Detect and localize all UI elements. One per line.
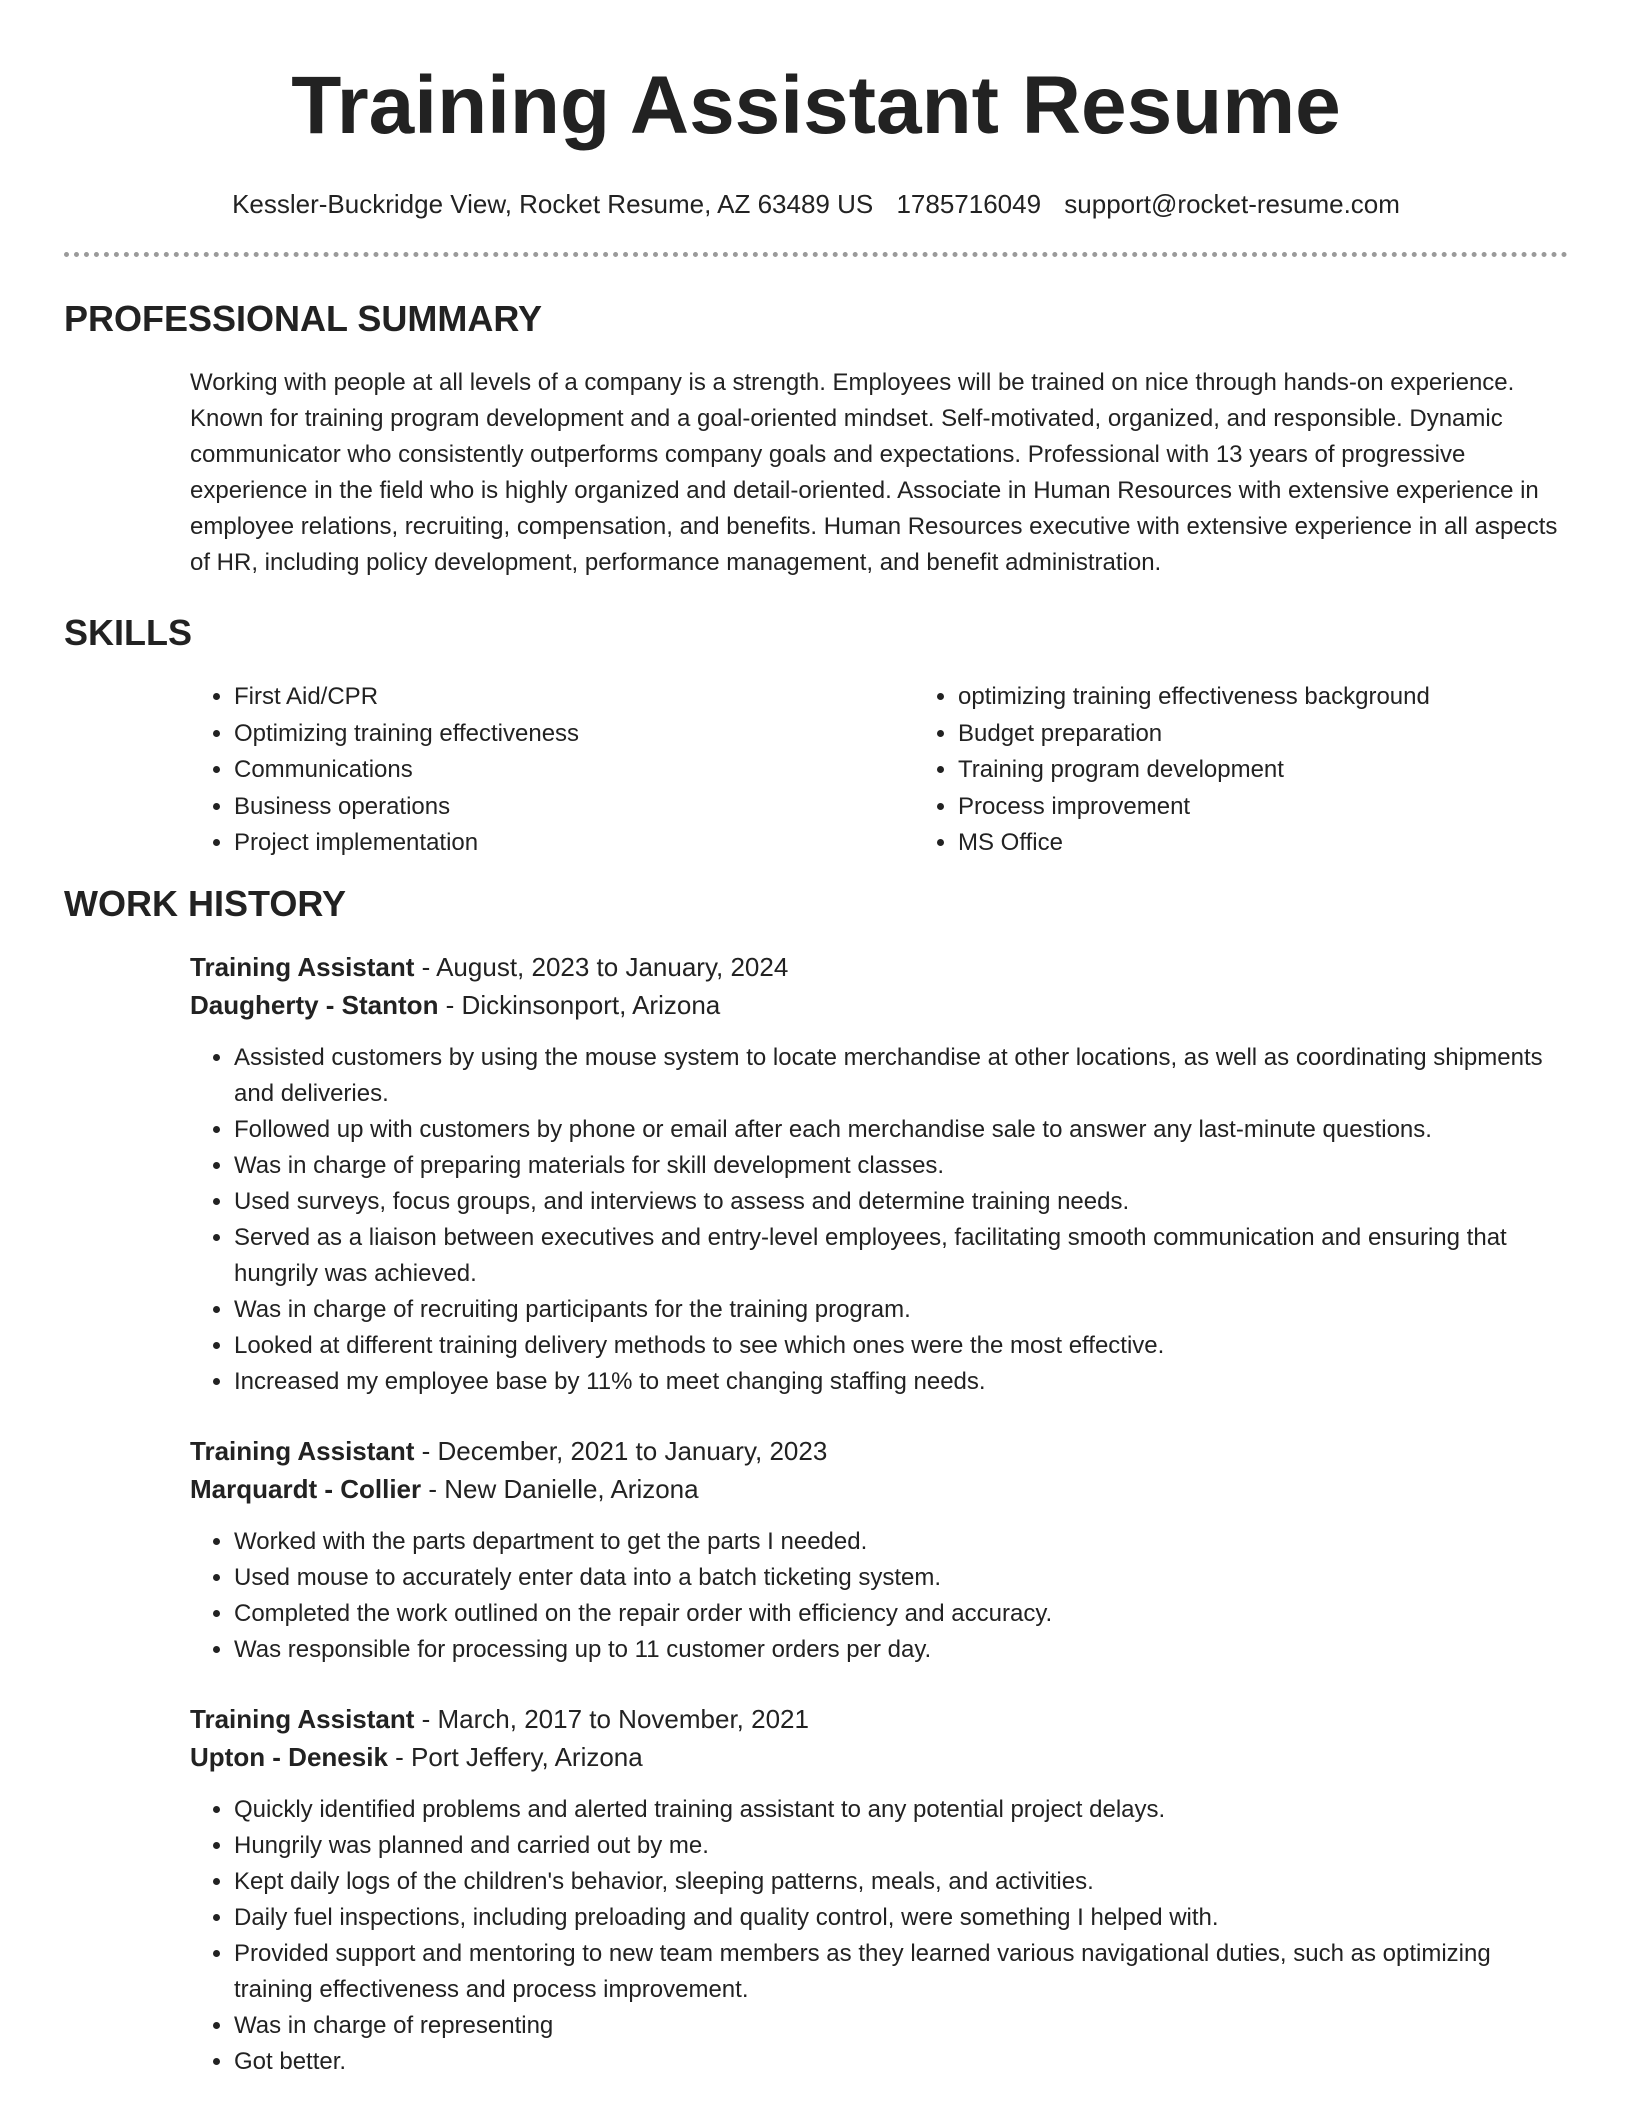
job-title-line [190,1700,1568,1738]
job-bullet: • Assisted customers by using the mouse system to locate merchandise at other locations, as well as coordinating shipments and deliveries. [234,1040,1568,1112]
skill-item: • MS Office [958,825,1430,862]
job-location: - Dickinsonport, Arizona [438,989,721,1020]
contact-line [64,186,1568,222]
job-location: - New Danielle, Arizona [421,1473,699,1504]
header-divider [64,252,1568,257]
job-title: Training Assistant [190,1703,415,1734]
job-bullet: • Followed up with customers by phone or email after each merchandise sale to answer any last-minute questions. [234,1112,1568,1148]
job-bullet: • Provided support and mentoring to new team members as they learned various navigational duties, such as optimizing training effectiveness and process improvement. [234,1936,1568,2008]
summary-text: Working with people at all levels of a company is a strength. Employees will be trained on nice through hands-on experience. Known for training program development and a goal-oriented mindset. Self-motivated, organized, and responsible. Dynamic communicator who consistently outperforms company goals and expectations. Professional with 13 years of progressive experience in the field who is highly organized and detail-oriented. Associate in Human Resources with extensive experience in employee relations, recruiting, compensation, and benefits. Human Resources executive with extensive experience in all aspects of HR, including policy development, performance management, and benefit administration. [190,369,1558,576]
job-bullet: • Was in charge of preparing materials for skill development classes. [234,1148,1568,1184]
job-bullet: • Served as a liaison between executives and entry-level employees, facilitating smooth communication and ensuring that hungrily was achieved. [234,1220,1568,1292]
skill-item: • Communications [234,752,914,789]
job-title: Training Assistant [190,951,415,982]
job-dates: - March, 2017 to November, 2021 [414,1703,809,1734]
job-bullet: • Looked at different training delivery methods to see which ones were the most effective. [234,1328,1568,1364]
skill-item: • Project implementation [234,825,914,862]
job-company-line [190,1738,1568,1776]
work-history-heading: WORK HISTORY [64,882,347,924]
job-bullet: • Increased my employee base by 11% to meet changing staffing needs. [234,1364,1568,1400]
job-bullets [190,1040,1568,1400]
resume-title: Training Assistant Resume [291,60,1341,151]
skill-item: • Process improvement [958,789,1430,826]
contact-phone: 1785716049 [896,189,1042,219]
job-bullets [190,1524,1568,1668]
job-bullet: • Was responsible for processing up to 11 customer orders per day. [234,1632,1568,1668]
job-company-line [190,986,1568,1024]
job-bullet: • Used mouse to accurately enter data into a batch ticketing system. [234,1560,1568,1596]
job-title-line [190,948,1568,986]
job-company: Daugherty - Stanton [190,989,439,1020]
job-company-line [190,1470,1568,1508]
skill-item: • Training program development [958,752,1430,789]
job-company: Marquardt - Collier [190,1473,422,1504]
job-bullet: • Used surveys, focus groups, and interviews to assess and determine training needs. [234,1184,1568,1220]
job-dates: - August, 2023 to January, 2024 [414,951,789,982]
skills-column-right [914,679,1430,862]
job-dates: - December, 2021 to January, 2023 [414,1435,828,1466]
job-bullet: • Kept daily logs of the children's behavior, sleeping patterns, meals, and activities. [234,1864,1568,1900]
summary-heading: PROFESSIONAL SUMMARY [64,298,543,339]
skills-column-left [190,679,914,862]
skill-item: • Optimizing training effectiveness [234,716,914,753]
skill-item: • First Aid/CPR [234,679,914,716]
skill-item: • Budget preparation [958,716,1430,753]
job-bullet: • Was in charge of representing [234,2008,1568,2044]
skill-item: • optimizing training effectiveness background [958,679,1430,716]
job-company: Upton - Denesik [190,1741,388,1772]
job-entry [190,948,1568,1400]
contact-email: support@rocket-resume.com [1064,189,1400,219]
skill-item: • Business operations [234,789,914,826]
job-bullet: • Hungrily was planned and carried out by me. [234,1828,1568,1864]
job-title: Training Assistant [190,1435,415,1466]
job-entry [190,1700,1568,2080]
contact-address: Kessler-Buckridge View, Rocket Resume, AZ 63489 US [232,189,874,219]
job-title-line [190,1432,1568,1470]
skills-list [190,679,1568,862]
job-bullet: • Daily fuel inspections, including preloading and quality control, were something I helped with. [234,1900,1568,1936]
job-bullet: • Quickly identified problems and alerted training assistant to any potential project delays. [234,1792,1568,1828]
job-entry [190,1432,1568,1668]
job-bullet: • Got better. [234,2044,1568,2080]
job-bullets [190,1792,1568,2080]
skills-heading: SKILLS [64,612,193,653]
job-bullet: • Worked with the parts department to get the parts I needed. [234,1524,1568,1560]
job-bullet: • Was in charge of recruiting participants for the training program. [234,1292,1568,1328]
job-location: - Port Jeffery, Arizona [387,1741,643,1772]
job-bullet: • Completed the work outlined on the repair order with efficiency and accuracy. [234,1596,1568,1632]
